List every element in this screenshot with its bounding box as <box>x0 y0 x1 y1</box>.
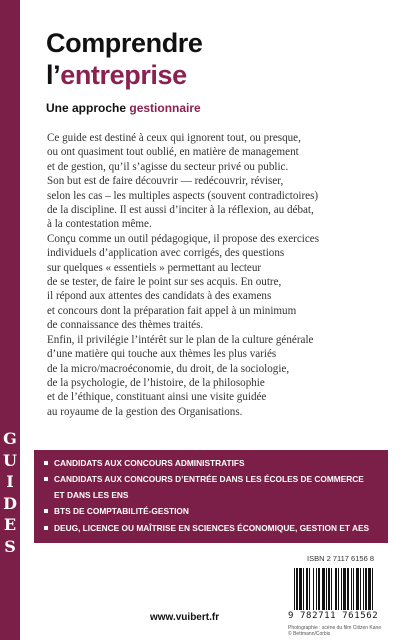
description-line: selon les cas – les multiples aspects (souvent contradictoires) <box>47 189 319 202</box>
audience-item-continued: ET DANS LES ENS <box>54 490 129 500</box>
bullet-square <box>44 526 48 530</box>
description-line: il répond aux attentes des candidats à des examens <box>47 290 272 303</box>
barcode-bar <box>326 568 327 610</box>
description-line: de la discipline. Il est aussi d’inciter à la réflexion, au débat, <box>47 204 314 217</box>
barcode-bar <box>309 568 310 610</box>
description-line: Son but est de faire découvrir — redécouvrir, réviser, <box>47 175 284 188</box>
title-prefix: l’ <box>46 60 61 90</box>
series-label <box>0 428 20 558</box>
isbn-label: ISBN 2 7117 6156 8 <box>307 554 374 563</box>
series-letter: S <box>4 536 16 556</box>
audience-item: DEUG, LICENCE OU MAÎTRISE EN SCIENCES ÉCONOMIQUE, GESTION ET AES <box>44 523 382 534</box>
series-letter: D <box>3 493 17 513</box>
description-line: et de gestion, qu’il s’agisse du secteur privé ou public. <box>47 160 289 173</box>
description-line: Enfin, il privilégie l’intérêt sur le plan de la culture générale <box>47 333 314 346</box>
description-line: et concours dont la préparation fait appel à un minimum <box>47 304 297 317</box>
series-letter: G <box>3 429 17 448</box>
bullet-square <box>44 477 48 481</box>
series-letter: U <box>3 450 17 470</box>
description-line: sur quelques « essentiels » permettant au lecteur <box>47 261 262 274</box>
description-line: et de l’éthique, constituant ainsi une visite guidée <box>47 391 267 404</box>
barcode-digits: 9 782711 761562 <box>288 611 379 621</box>
barcode-bar <box>313 568 314 610</box>
barcode-bar <box>331 568 332 610</box>
barcode-bar <box>316 568 317 610</box>
book-title-line1: Comprendre <box>46 28 203 58</box>
barcode-bar <box>318 568 320 610</box>
description-text <box>47 131 387 419</box>
barcode-bar <box>294 568 295 610</box>
book-subtitle <box>46 101 201 115</box>
subtitle-highlight: gestionnaire <box>129 101 201 115</box>
series-band <box>0 0 20 640</box>
barcode-bar <box>351 568 352 610</box>
barcode-bar <box>343 568 346 610</box>
description-line: au royaume de la gestion des Organisations. <box>47 405 243 418</box>
barcode-bar <box>328 568 330 610</box>
publisher-website: www.vuibert.fr <box>150 612 220 623</box>
barcode-bar <box>353 568 354 610</box>
audience-box <box>34 450 388 543</box>
bullet-square <box>44 461 48 465</box>
description-line: de connaissance des thèmes traités. <box>47 319 204 332</box>
barcode-bar <box>296 568 298 610</box>
series-letter: E <box>3 515 17 535</box>
series-letter: I <box>6 472 14 492</box>
description-line: Conçu comme un outil pédagogique, il propose des exercices <box>47 232 320 245</box>
barcode-bar <box>338 568 339 610</box>
description-line: de la micro/macroéconomie, du droit, de la sociologie, <box>47 362 290 375</box>
bullet-square <box>44 509 48 513</box>
subtitle-prefix: Une approche <box>46 101 130 115</box>
photo-credit-line: © Bettmann/Corbis <box>288 631 331 637</box>
barcode-bar <box>356 568 359 610</box>
photo-credit-line: Photographie : scène du film Citizen Kane <box>288 625 382 631</box>
barcode-bars <box>286 566 411 612</box>
barcode-bar <box>299 568 302 610</box>
barcode-bar <box>335 568 337 610</box>
barcode-bar <box>322 568 325 610</box>
audience-item: BTS DE COMPTABILITÉ-GESTION <box>44 506 382 517</box>
book-title-line2 <box>46 60 187 91</box>
description-line: de la psychologie, de l’histoire, de la philosophie <box>47 376 265 389</box>
photo-credit <box>288 625 381 637</box>
barcode-bar <box>306 568 308 610</box>
title-highlight: entreprise <box>60 60 187 90</box>
barcode-bar <box>347 568 349 610</box>
barcode-bar <box>372 568 373 610</box>
barcode-bar <box>303 568 304 610</box>
description-line: Ce guide est destiné à ceux qui ignorent tout, ou presque, <box>47 132 301 144</box>
description-line: à la contestation même. <box>47 218 152 231</box>
barcode-bar <box>368 568 371 610</box>
barcode-bar <box>365 568 367 610</box>
audience-item: CANDIDATS AUX CONCOURS ADMINISTRATIFS <box>44 458 382 469</box>
description-line: individuels d’application avec corrigés, des questions <box>47 247 285 260</box>
barcode-bar <box>363 568 364 610</box>
audience-item: CANDIDATS AUX CONCOURS D’ENTRÉE DANS LES ÉCOLES DE COMMERCE <box>44 474 382 485</box>
description-line: d’une matière qui touche aux thèmes les plus variés <box>47 348 277 361</box>
description-line: ou ont quasiment tout oublié, en matière de management <box>47 146 299 159</box>
description-line: de se tester, de faire le point sur ses acquis. En outre, <box>47 276 282 289</box>
barcode-bar <box>341 568 342 610</box>
barcode-bar <box>360 568 361 610</box>
